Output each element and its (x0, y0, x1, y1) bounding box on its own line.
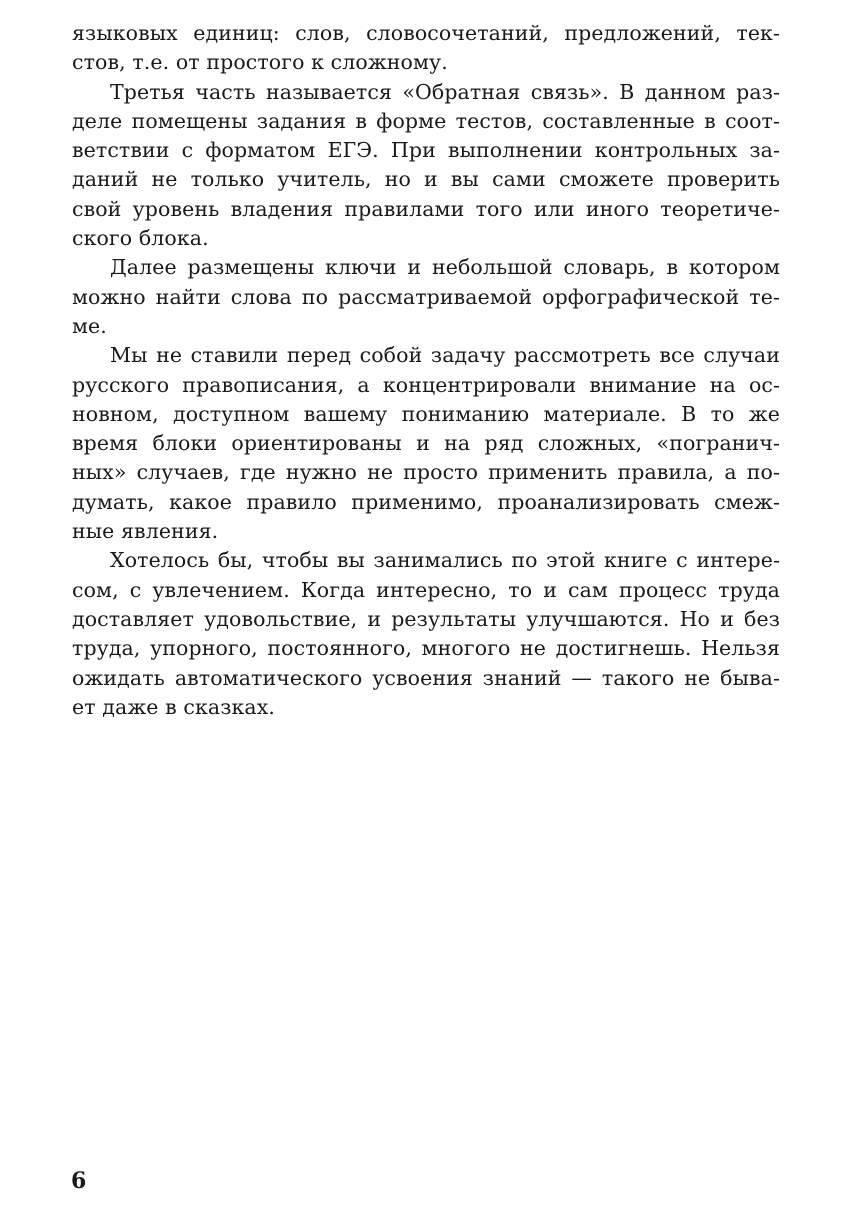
text-line: время блоки ориентированы и на ряд сложных, «погранич- (72, 431, 780, 456)
text-line: новном, доступном вашему пониманию материале. В то же (72, 401, 780, 426)
text-line: языковых единиц: слов, словосочетаний, предложений, тек- (72, 21, 780, 45)
text-line: стов, т.е. от простого к сложному. (72, 50, 448, 75)
text-line: русского правописания, а концентрировали внимание на ос- (72, 372, 780, 397)
text-line: можно найти слова по рассматриваемой орфографической те- (72, 284, 780, 309)
text-line: ского блока. (72, 226, 209, 251)
paragraph-4 (72, 341, 780, 546)
text-line: ные явления. (72, 519, 219, 544)
text-line: сом, с увлечением. Когда интересно, то и сам процесс труда (72, 577, 780, 602)
paragraph-5 (72, 546, 780, 722)
text-line: деле помещены задания в форме тестов, составленные в соот- (72, 108, 780, 133)
text-line: Хотелось бы, чтобы вы занимались по этой книге с интере- (110, 548, 780, 573)
text-line: труда, упорного, постоянного, многого не достигнешь. Нельзя (72, 636, 780, 661)
paragraph-3 (72, 253, 780, 341)
text-line: Далее размещены ключи и небольшой словарь, в котором (110, 255, 780, 280)
paragraph-1 (72, 19, 780, 78)
text-line: думать, какое правило применимо, проанализировать смеж- (72, 489, 780, 514)
text-line: даний не только учитель, но и вы сами сможете проверить (72, 167, 780, 192)
text-line: Мы не ставили перед собой задачу рассмотреть все случаи (110, 343, 780, 368)
text-line: доставляет удовольствие, и результаты улучшаются. Но и без (72, 606, 780, 631)
text-line: ветствии с форматом ЕГЭ. При выполнении контрольных за- (72, 138, 780, 163)
page-number: 6 (71, 1168, 87, 1194)
page-body (72, 19, 780, 722)
text-line: Третья часть называется «Обратная связь». В данном раз- (110, 79, 780, 104)
text-line: ет даже в сказках. (72, 694, 276, 719)
text-line: ожидать автоматического усвоения знаний — такого не быва- (72, 665, 780, 690)
text-line: ных» случаев, где нужно не просто применить правила, а по- (72, 460, 780, 485)
text-line: свой уровень владения правилами того или иного теоретиче- (72, 196, 780, 221)
text-line: ме. (72, 313, 107, 338)
paragraph-2 (72, 78, 780, 254)
